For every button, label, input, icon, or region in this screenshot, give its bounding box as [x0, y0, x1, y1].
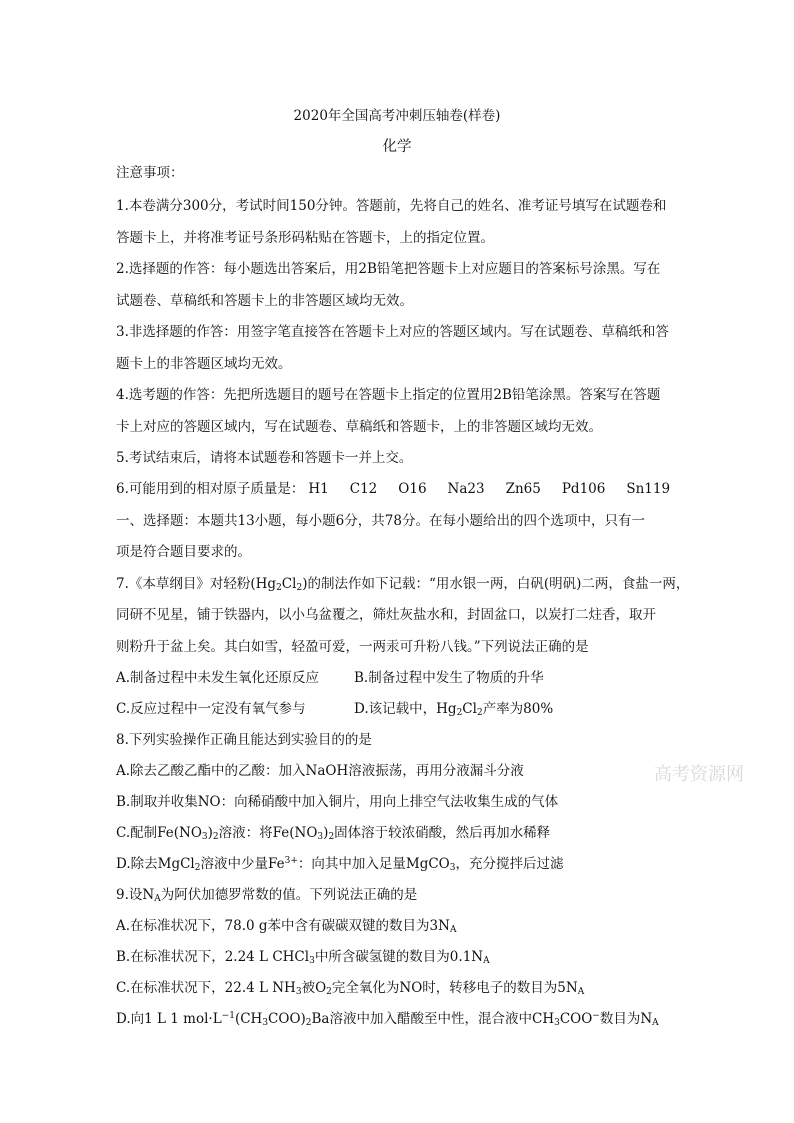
notice-item-2-line-1: 2.选择题的作答：每小题选出答案后，用2B铅笔把答题卡上对应题目的答案标号涂黑。写在	[116, 261, 661, 277]
q9-option-d: D.向1 L 1 $mol\cdot L^{-1}(CH_3COO)_2Ba$溶液中加入醋酸至中性，混合液中$CH_3COO^-$数目为$N_A$	[116, 1011, 659, 1028]
q7-option-c: C.反应过程中一定没有氧气参与	[116, 701, 306, 717]
section-1-line-2: 项是符合题目要求的。	[116, 544, 251, 560]
q9-stem: 9.设$N_A$为阿伏加德罗常数的值。下列说法正确的是	[116, 887, 418, 904]
atom-pd: Pd106	[561, 481, 606, 497]
section-1-line-1: 一、选择题：本题共13小题，每小题6分，共78分。在每小题给出的四个选项中，只有一	[116, 513, 645, 529]
notice-heading: 注意事项：	[116, 165, 184, 181]
atom-o: O16	[398, 481, 427, 497]
q7-stem-line-3: 则粉升于盆上矣。其白如雪，轻盈可爱，一两汞可升粉八钱。”下列说法正确的是	[116, 639, 589, 655]
notice-item-5: 5.考试结束后，请将本试题卷和答题卡一并上交。	[116, 450, 413, 466]
notice-item-2-line-2: 试题卷、草稿纸和答题卡上的非答题区域均无效。	[116, 293, 413, 309]
notice-item-6	[116, 479, 734, 499]
q9-option-c: C.在标准状况下，22.4 L $NH_3$被$O_2$完全氧化为NO时，转移电子的数目为$5N_A$	[116, 980, 585, 997]
notice-item-3-line-2: 题卡上的非答题区域均无效。	[116, 356, 292, 372]
notice-item-3-line-1: 3.非选择题的作答：用签字笔直接答在答题卡上对应的答题区域内。写在试题卷、草稿纸和答	[116, 324, 669, 340]
notice-item-4-line-1: 4.选考题的作答：先把所选题目的题号在答题卡上指定的位置用2B铅笔涂黑。答案写在答题	[116, 387, 661, 403]
subject-title: 化学	[382, 139, 412, 155]
q7-stem-line-2: 同研不见星，铺于铁器内，以小乌盆覆之，筛灶灰盐水和，封固盆口，以炭打二炷香，取开	[116, 607, 656, 623]
atom-h: H1	[308, 481, 329, 497]
notice-item-1-line-2: 答题卡上，并将准考证号条形码粘贴在答题卡，上的指定位置。	[116, 230, 494, 246]
q7-option-a: A.制备过程中未发生氧化还原反应	[116, 670, 320, 686]
q8-option-b: B.制取并收集NO：向稀硝酸中加入铜片，用向上排空气法收集生成的气体	[116, 794, 559, 810]
q7-stem-line-1: 7.《本草纲目》对轻粉$(Hg_2Cl_2)$的制法作如下记载：“用水银一两，白矾(明矾)二两，食盐一两，	[116, 576, 690, 593]
atom-zn: Zn65	[505, 481, 541, 497]
q8-option-a: A.除去乙酸乙酯中的乙酸：加入NaOH溶液振荡，再用分液漏斗分液	[116, 763, 524, 779]
q7-options-ab	[116, 668, 716, 688]
q7-option-d: D.该记载中，$Hg_2Cl_2$产率为80%	[354, 701, 554, 718]
exam-title: 2020年全国高考冲刺压轴卷(样卷)	[293, 108, 501, 124]
q7-option-b: B.制备过程中发生了物质的升华	[354, 670, 544, 686]
atomic-mass-label: 6.可能用到的相对原子质量是：	[116, 481, 305, 497]
q7-options-cd	[116, 699, 716, 719]
atom-c: C12	[349, 481, 378, 497]
atom-sn: Sn119	[626, 481, 671, 497]
atom-na: Na23	[447, 481, 485, 497]
q9-option-a: A.在标准状况下，78.0 g苯中含有碳碳双键的数目为$3N_A$	[116, 918, 457, 935]
q8-stem: 8.下列实验操作正确且能达到实验目的的是	[116, 732, 372, 748]
q8-option-d: D.除去MgCl$_2$溶液中少量$Fe^{3+}$：向其中加入足量MgCO$_3$，充分搅拌后过滤	[116, 856, 564, 873]
notice-item-1-line-1: 1.本卷满分300分，考试时间150分钟。答题前，先将自己的姓名、准考证号填写在试题卷和	[116, 198, 667, 214]
notice-item-4-line-2: 卡上对应的答题区域内，写在试题卷、草稿纸和答题卡，上的非答题区域均无效。	[116, 419, 602, 435]
watermark: 高考资源网	[654, 764, 744, 785]
q8-option-c: C.配制$Fe(NO_3)_2$溶液：将$Fe(NO_3)_2$固体溶于较浓硝酸，然后再加水稀释	[116, 825, 551, 842]
q9-option-b: B.在标准状况下，2.24 L CHCl$_3$中所含碳氢键的数目为$0.1N_A$	[116, 949, 490, 966]
